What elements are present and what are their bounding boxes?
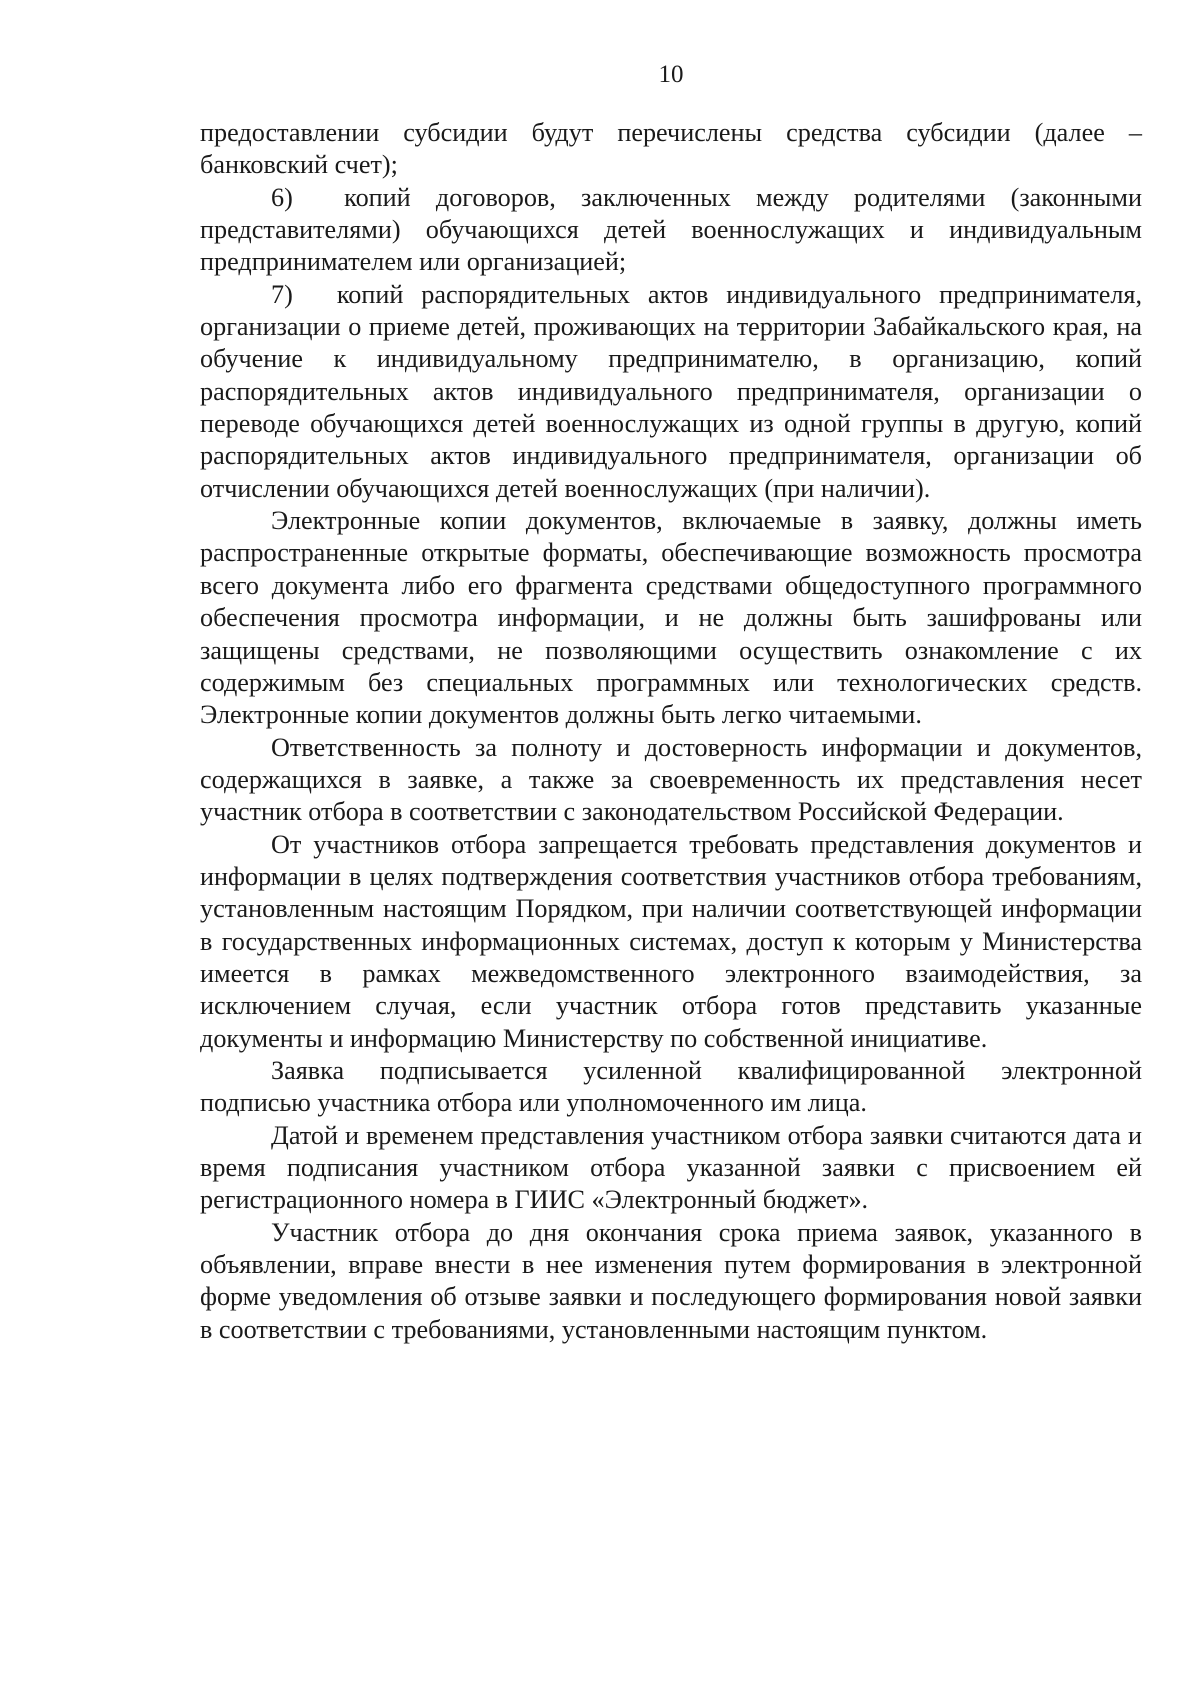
paragraph-continuation: предоставлении субсидии будут перечислены средства субсидии (далее – банковский счет); bbox=[200, 118, 1142, 180]
paragraph-responsibility: Ответственность за полноту и достоверность информации и документов, содержащихся в заявке, а также за своевременность их представления несет участник отбора в соответствии с законодательством Российской Федерации. bbox=[200, 732, 1142, 827]
paragraph-changes: Участник отбора до дня окончания срока приема заявок, указанного в объявлении, вправе внести в нее изменения путем формирования в электронной форме уведомления об отзыве заявки и последующего формирования новой заявки в соответствии с требованиями, установленными настоящим пунктом. bbox=[200, 1217, 1142, 1344]
paragraph-electronic-copies: Электронные копии документов, включаемые в заявку, должны иметь распространенные открытые форматы, обеспечивающие возможность просмотра всего документа либо его фрагмента средствами общедоступного программного обеспечения просмотра информации, и не должны быть зашифрованы или защищены средствами, не позволяющими осуществить ознакомление с их содержимым без специальных программных или технологических средств. Электронные копии документов должны быть легко читаемыми. bbox=[200, 506, 1142, 730]
paragraph-prohibition: От участников отбора запрещается требовать представления документов и информации в целях подтверждения соответствия участников отбора требованиям, установленным настоящим Порядком, при наличии соответствующей информации в государственных информационных системах, доступ к которым у Министерства имеется в рамках межведомственного электронного взаимодействия, за исключением случая, если участник отбора готов представить указанные документы и информацию Министерству по собственной инициативе. bbox=[200, 829, 1142, 1053]
paragraph-signature: Заявка подписывается усиленной квалифицированной электронной подписью участника отбора или уполномоченного им лица. bbox=[200, 1055, 1142, 1118]
list-item-7: 7) копий распорядительных актов индивидуального предпринимателя, организации о приеме детей, проживающих на территории Забайкальского края, на обучение к индивидуальному предпринимателю, в организацию, копий распорядительных актов индивидуального предпринимателя, организации о переводе обучающихся детей военнослужащих из одной группы в другую, копий распорядительных актов индивидуального предпринимателя, организации об отчислении обучающихся детей военнослужащих (при наличии). bbox=[200, 279, 1142, 503]
paragraph-date-time: Датой и временем представления участником отбора заявки считаются дата и время подписания участником отбора указанной заявки с присвоением ей регистрационного номера в ГИИС «Электронный бюджет». bbox=[200, 1120, 1142, 1215]
document-body bbox=[200, 117, 1142, 1346]
list-item-6: 6) копий договоров, заключенных между родителями (законными представителями) обучающихся детей военнослужащих и индивидуальным предпринимателем или организацией; bbox=[200, 182, 1142, 277]
page-number: 10 bbox=[658, 61, 684, 88]
